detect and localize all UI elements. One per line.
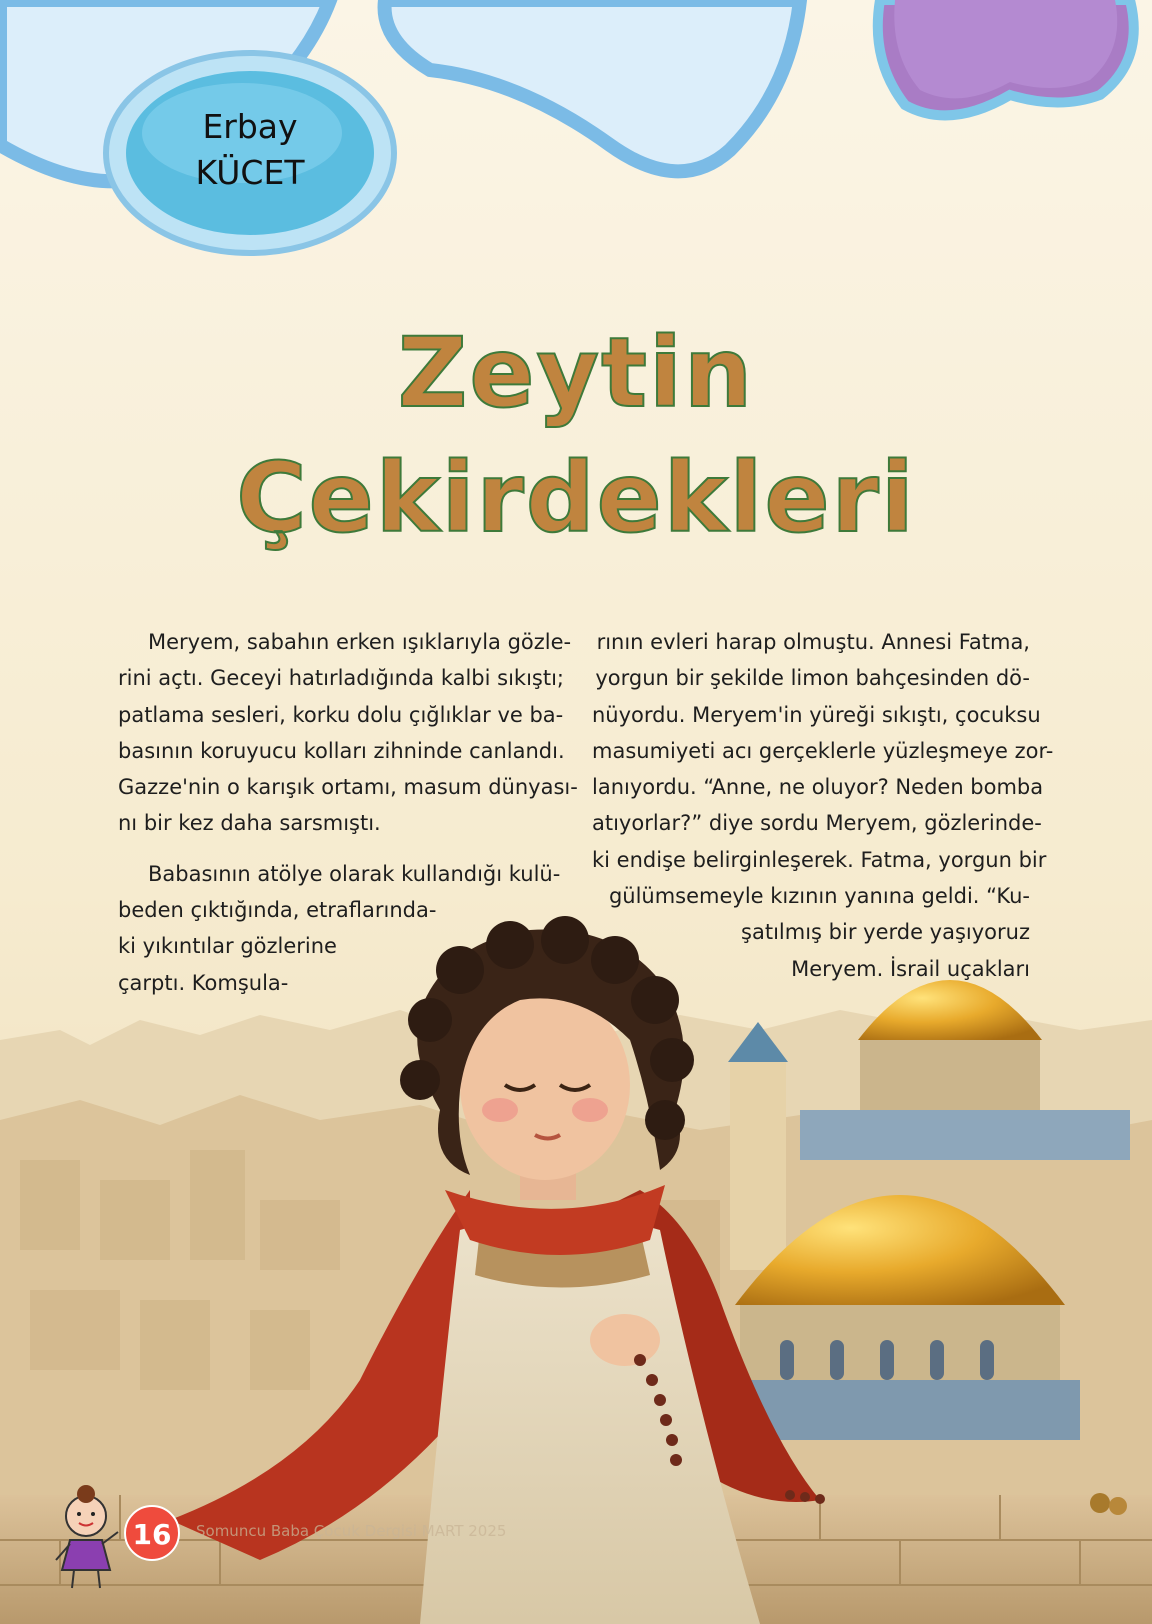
text-line: nüyordu. Meryem'in yüreği sıkıştı, çocuksu <box>592 702 1041 727</box>
text-column-right <box>592 624 1054 987</box>
text-line: Meryem, sabahın erken ışıklarıyla gözle- <box>148 630 572 654</box>
author-last-name: KÜCET <box>195 153 305 192</box>
text-line: rini açtı. Geceyi hatırladığında kalbi sıkıştı; <box>118 666 565 691</box>
story-title-line1: Zeytin <box>397 317 755 429</box>
page-number: 16 <box>124 1505 180 1561</box>
text-line: beden çıktığında, etraflarında- <box>118 898 437 923</box>
text-line: rının evleri harap olmuştu. Annesi Fatma, <box>596 630 1030 654</box>
text-line: çarptı. Komşula- <box>118 970 289 995</box>
text-line: atıyorlar?” diye sordu Meryem, gözlerinde- <box>592 811 1042 836</box>
text-line: Babasının atölye olarak kullandığı kulü- <box>148 861 561 886</box>
text-line: Gazze'nin o karışık ortamı, masum dünyası- <box>118 775 578 800</box>
text-line: patlama sesleri, korku dolu çığlıklar ve ba- <box>118 702 564 727</box>
text-line: şatılmış bir yerde yaşıyoruz <box>741 920 1030 945</box>
text-column-left <box>118 624 578 1001</box>
text-line: nı bir kez daha sarsmıştı. <box>118 811 381 836</box>
text-line: ki yıkıntılar gözlerine <box>118 934 337 959</box>
text-line: Meryem. İsrail uçakları <box>791 956 1030 981</box>
text-line: lanıyordu. “Anne, ne oluyor? Neden bomba <box>592 775 1044 800</box>
mascot-girl-icon <box>52 1480 124 1592</box>
text-line: ki endişe belirginleşerek. Fatma, yorgun bir <box>592 847 1047 872</box>
author-first-name: Erbay <box>202 107 298 146</box>
text-line: basının koruyucu kolları zihninde canlandı. <box>118 738 565 763</box>
footer-publication: Somuncu Baba Çocuk Dergisi MART 2025 <box>196 1522 507 1540</box>
story-title-line2: Çekirdekleri <box>236 442 916 554</box>
text-line: yorgun bir şekilde limon bahçesinden dö- <box>595 666 1030 691</box>
author-name <box>150 104 350 196</box>
text-line: masumiyeti acı gerçeklerle yüzleşmeye zor- <box>592 738 1054 763</box>
text-line: gülümsemeyle kızının yanına geldi. “Ku- <box>608 884 1030 909</box>
